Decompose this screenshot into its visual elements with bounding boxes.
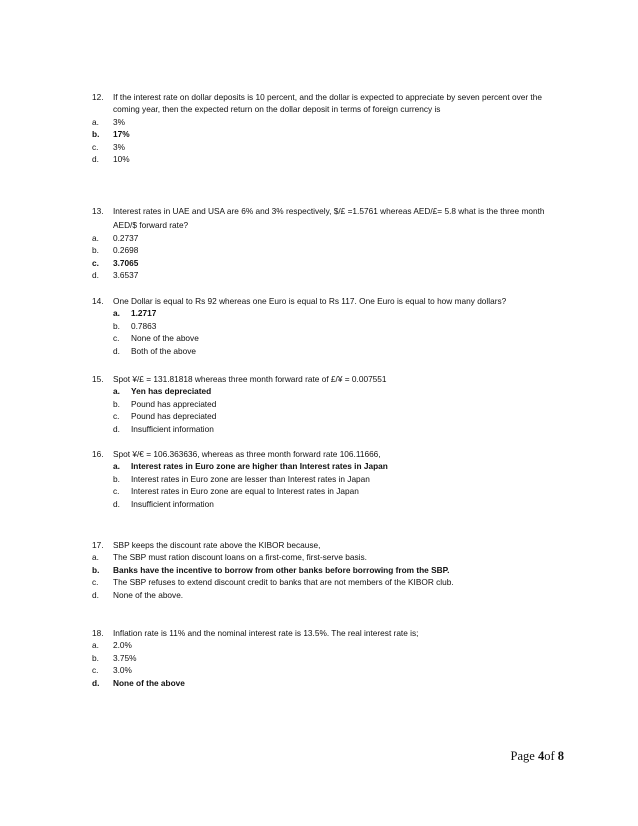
question-text (92, 204, 570, 232)
option-b: b. 3.75% (92, 652, 137, 663)
question-body: Interest rates in UAE and USA are 6% and 3% respectively, $/£ =1.5761 whereas AED/£= 5.8 what is the three month AED/$ forward rate? (113, 206, 545, 230)
question-body: If the interest rate on dollar deposits is 10 percent, and the dollar is expected to appreciate by seven percent over the coming year, then the expected return on the dollar deposit in terms of foreign currency is (113, 92, 542, 115)
option-b: b. Interest rates in Euro zone are lesser than Interest rates in Japan (113, 473, 370, 484)
option-c: c. None of the above (113, 333, 199, 344)
question-18 (92, 627, 570, 689)
question-text (92, 539, 570, 551)
question-text (92, 627, 570, 639)
page-number: 4 (537, 749, 545, 763)
question-number: 12. (92, 92, 104, 102)
question-14 (92, 295, 570, 357)
option-b-answer: b. 17% (92, 129, 130, 140)
question-body: SBP keeps the discount rate above the KIBOR because, (113, 540, 321, 550)
question-number: 17. (92, 540, 104, 550)
option-d: d. 10% (92, 154, 130, 165)
question-body: Inflation rate is 11% and the nominal interest rate is 13.5%. The real interest rate is; (113, 628, 419, 638)
option-a: a. 2.0% (92, 640, 132, 651)
question-13 (92, 204, 570, 282)
question-number: 13. (92, 206, 104, 216)
option-c: c. 3.0% (92, 665, 132, 676)
page-total: 8 (557, 749, 564, 763)
option-c: c. Interest rates in Euro zone are equal to Interest rates in Japan (113, 486, 359, 497)
option-c: c. The SBP refuses to extend discount credit to banks that are not members of the KIBOR club. (92, 577, 454, 588)
option-d: d. Both of the above (113, 345, 197, 356)
option-a-answer: a. 1.2717 (113, 308, 157, 319)
option-b: b. 0.2698 (92, 245, 139, 256)
option-c: c. Pound has depreciated (113, 411, 217, 422)
option-a: a. 3% (92, 116, 125, 127)
question-number: 18. (92, 628, 104, 638)
option-d: d. None of the above. (92, 589, 184, 600)
option-a-answer: a. Interest rates in Euro zone are higher than Interest rates in Japan (113, 461, 388, 472)
option-c-answer: c. 3.7065 (92, 257, 139, 268)
option-b-answer: b. Banks have the incentive to borrow from other banks before borrowing from the SBP. (92, 564, 450, 575)
option-d: d. Insufficient information (113, 498, 214, 509)
option-d: d. Insufficient information (113, 423, 214, 434)
question-body: Spot ¥/£ = 131.81818 whereas three month forward rate of £/¥ = 0.007551 (113, 374, 387, 384)
option-d-answer: d. None of the above (92, 677, 185, 688)
option-c: c. 3% (92, 141, 125, 152)
option-a: a. 0.2737 (92, 233, 139, 243)
option-b: b. Pound has appreciated (113, 398, 217, 409)
of-word: of (544, 749, 558, 763)
question-15 (92, 373, 570, 435)
option-d: d. 3.6537 (92, 270, 139, 281)
question-number: 16. (92, 449, 104, 459)
question-number: 14. (92, 296, 104, 306)
page-footer (511, 750, 564, 762)
question-17 (92, 539, 570, 601)
question-body: One Dollar is equal to Rs 92 whereas one Euro is equal to Rs 117. One Euro is equal to how many dollars? (113, 296, 507, 306)
page-word: Page (510, 749, 538, 763)
question-text (92, 295, 570, 307)
question-12 (92, 91, 570, 165)
option-a: a. The SBP must ration discount loans on a first-come, first-serve basis. (92, 552, 367, 563)
question-text (92, 373, 570, 385)
question-body: Spot ¥/€ = 106.363636, whereas as three month forward rate 106.11666, (113, 449, 381, 459)
question-text (92, 91, 570, 116)
option-b: b. 0.7863 (113, 320, 157, 331)
question-number: 15. (92, 374, 104, 384)
question-text (92, 448, 570, 460)
option-a-answer: a. Yen has depreciated (113, 386, 212, 397)
question-16 (92, 448, 570, 510)
